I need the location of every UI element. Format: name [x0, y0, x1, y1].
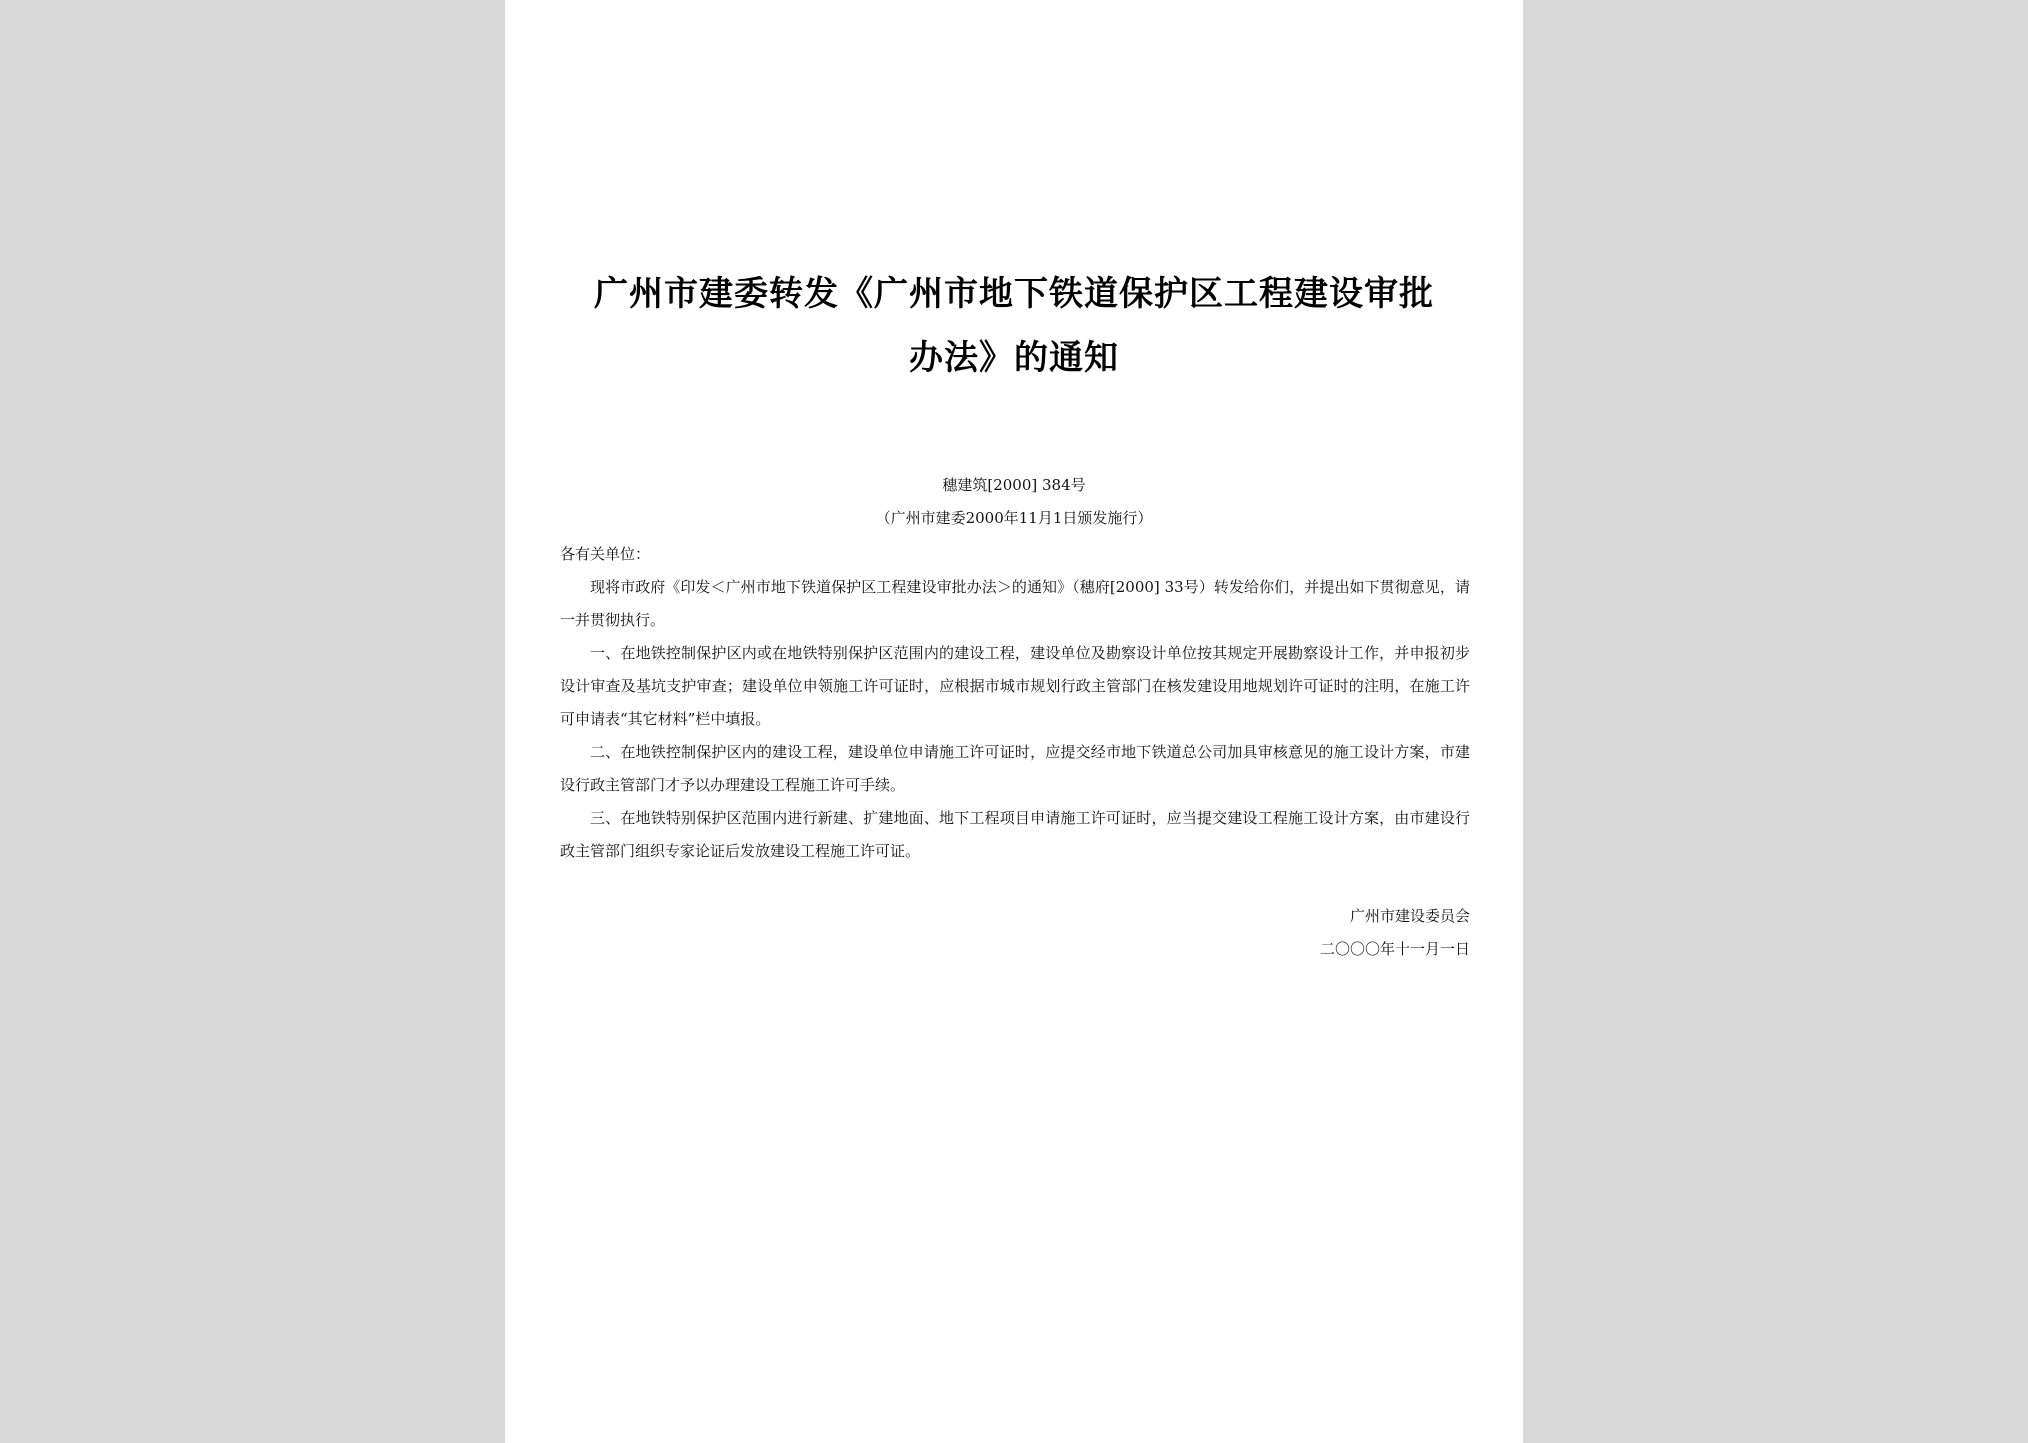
paragraph-item-2: 二、在地铁控制保护区内的建设工程，建设单位申请施工许可证时，应提交经市地下铁道总公司加具审核意见的施工设计方案，市建设行政主管部门才予以办理建设工程施工许可手续。 [560, 743, 1470, 794]
issued-note: （广州市建委2000年11月1日颁发施行） [875, 509, 1153, 527]
paragraph-item-1: 一、在地铁控制保护区内或在地铁特别保护区范围内的建设工程，建设单位及勘察设计单位按其规定开展勘察设计工作，并申报初步设计审查及基坑支护审查；建设单位申领施工许可证时，应根据市城市规划行政主管部门在核发建设用地规划许可证时的注明，在施工许可申请表“其它材料”栏中填报。 [560, 644, 1470, 728]
document-title [560, 262, 1468, 390]
signature-organization: 广州市建设委员会 [1349, 907, 1470, 925]
title-line-1: 广州市建委转发《广州市地下铁道保护区工程建设审批 [594, 274, 1434, 314]
salutation: 各有关单位： [560, 545, 651, 563]
document-page [505, 0, 1523, 1443]
signature-block [560, 900, 1470, 966]
document-body [560, 538, 1470, 868]
signature-date: 二〇〇〇年十一月一日 [1319, 940, 1470, 958]
paragraph-intro: 现将市政府《印发＜广州市地下铁道保护区工程建设审批办法＞的通知》（穗府[2000] 33号）转发给你们，并提出如下贯彻意见，请一并贯彻执行。 [560, 578, 1470, 629]
document-number: 穗建筑[2000] 384号 [942, 476, 1086, 494]
paragraph-item-3: 三、在地铁特别保护区范围内进行新建、扩建地面、地下工程项目申请施工许可证时，应当提交建设工程施工设计方案，由市建设行政主管部门组织专家论证后发放建设工程施工许可证。 [560, 809, 1470, 860]
title-line-2: 办法》的通知 [909, 338, 1119, 378]
